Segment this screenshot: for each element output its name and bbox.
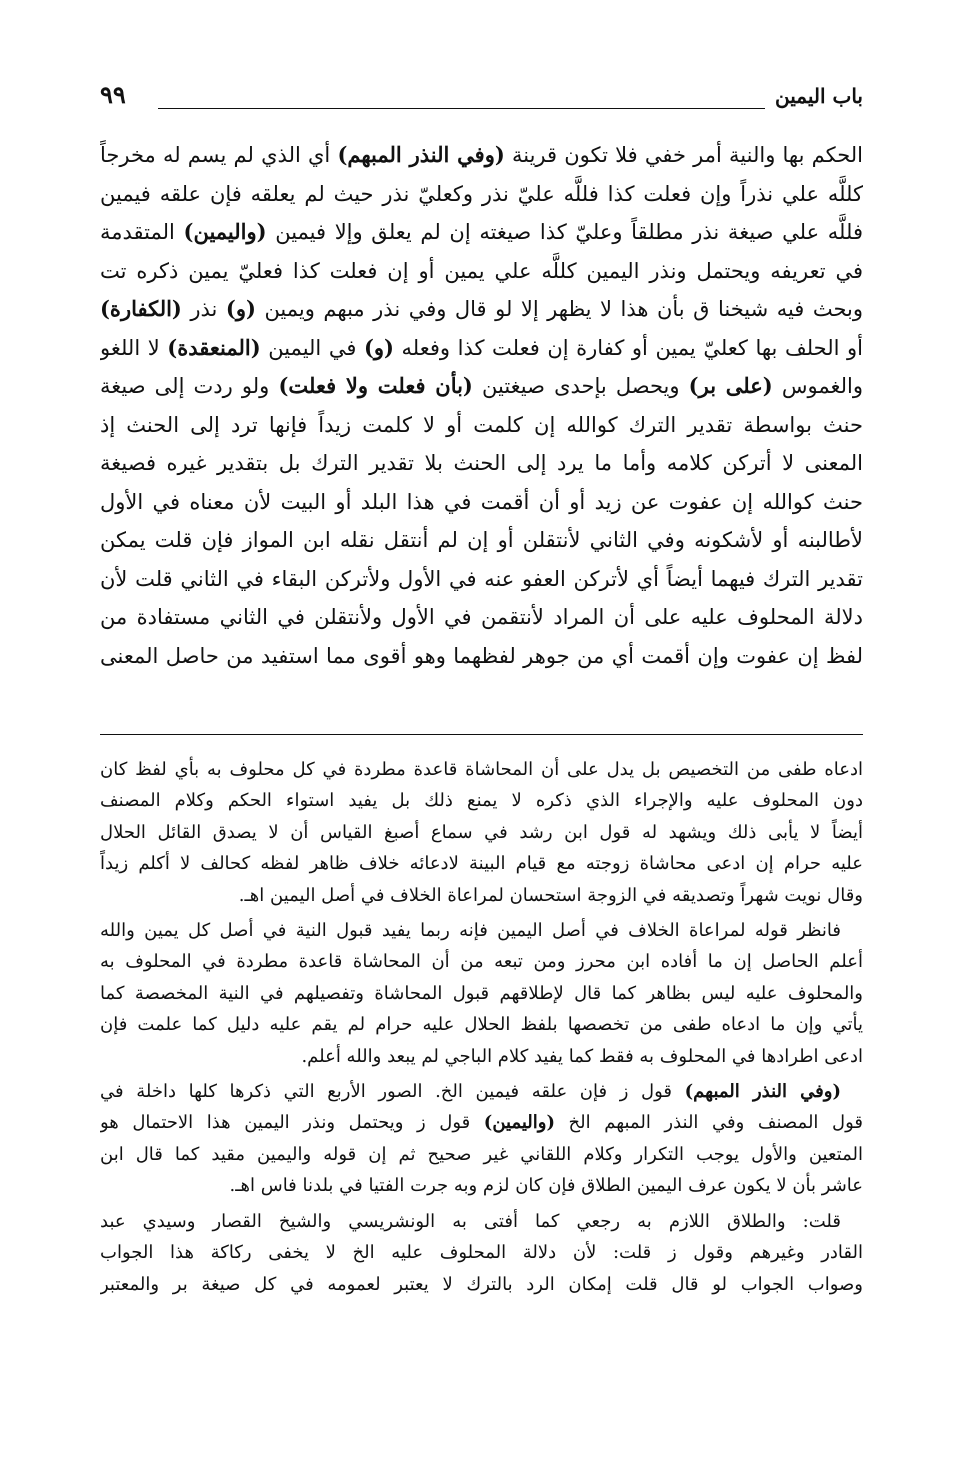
main-line: تقدير الترك فيهما أيضاً أي لأتركن العفو عنه في الأول ولأتركن البقاء في الثاني قلت لأن <box>100 566 863 591</box>
footnote-separator <box>100 734 863 735</box>
main-line: والغموس (على بر) ويحصل بإحدى صيغتين (بأن فعلت ولا فعلت) ولو ردت إلى صيغة <box>100 373 863 398</box>
footnote-line: القادر وغيرهم وقول ز قلت: لأن دلالة المحلوف عليه الخ لا يخفى ركاكة هذا الجواب <box>100 1242 863 1264</box>
footnote-line: (وفي النذر المبهم) قول ز فإن علقه فيمين الخ. الصور الأربع التي ذكرها كلها داخلة في <box>100 1081 841 1103</box>
footnote-line: قول المصنف وفي النذر المبهم الخ (واليمين) قول ز ويحتمل ونذر اليمين هذا الاحتمال هو <box>100 1112 863 1134</box>
main-text <box>100 136 863 675</box>
main-line: حنث كوالله إن عفوت عن زيد أو أن أقمت في هذا البلد أو البيت لأن معناه في الأول <box>100 489 863 514</box>
footnote-line: عليه حرام إن ادعى محاشاة زوجته مع قيام البينة لادعائه خلاف ظاهر لفظه كحالف لا أكلم زيداً <box>100 853 863 875</box>
main-line: وبحث فيه شيخنا ق بأن هذا لا يظهر إلا لو قال وفي نذر مبهم ويمين (و) نذر (الكفارة) <box>100 296 863 321</box>
footnote-paragraph <box>100 1076 863 1202</box>
main-line: المعنى لا أتركن كلامه وأما ما يرد إلى الحنث بلا تقدير الترك بل بتقدير غيره فصيغة <box>100 451 863 475</box>
footnote-line: والمحلوف عليه ليس بظاهر كما قال لإطلاقهم قبول المحاشاة وتفصيلهم في النية المخصصة كما <box>100 982 863 1004</box>
main-line: أو الحلف بها كعليّ يمين أو كفارة إن فعلت كذا وفعله (و) في اليمين (المنعقدة) لا اللغو <box>100 334 863 360</box>
header-rule <box>158 108 765 109</box>
page-number: ٩٩ <box>100 80 126 109</box>
page-header <box>100 78 863 118</box>
footnote-line: فانظر قوله لمراعاة الخلاف في أصل اليمين فإنه ربما يفيد قبول النية في أصل كل يمين والله <box>100 920 841 942</box>
main-line: كللَّه علي نذراً وإن فعلت كذا فللَّه عليّ نذر وكعليّ نذر حيث لم يعلقه فإن علقه فيمين <box>100 181 863 206</box>
main-line: فللَّه علي صيغة نذر مطلقاً وعليّ كذا صيغته إن لم يعلق وإلا فيمين (واليمين) المتقدمة <box>100 219 863 244</box>
chapter-title: باب اليمين <box>775 84 863 108</box>
main-line: في تعريفه ويحتمل ونذر اليمين كللَّه علي يمين أو إن فعلت كذا فعليّ يمين ذكره تت <box>100 258 863 283</box>
footnote-line: دون المحلوف عليه والإجراء الذي ذكره لا يمنع ذلك بل يفيد استواء الحكم وكلام المصنف <box>100 790 863 812</box>
footnote-line: يأتي وإن ما ادعاه طفى من تخصصها بلفظ الحلال عليه حرام لم يقم عليه دليل كما علمت فإن <box>100 1014 863 1036</box>
footnote-paragraph <box>100 1206 863 1300</box>
main-line: لفظ إن عفوت وإن أقمت أي من جوهر لفظهما وهو أقوى مما استفيد من حاصل المعنى <box>100 643 863 668</box>
main-line: حنث بواسطة تقدير الترك كوالله إن كلمت أو لا كلمت زيداً فإنها ترد إلى الحنث إذ <box>100 412 863 437</box>
main-line: الحكم بها والنية أمر خفي فلا تكون قرينة (وفي النذر المبهم) أي الذي لم يسم له مخرجاً <box>100 142 863 167</box>
footnote-line: ادعى اطرادها في المحلوف به فقط كما يفيد كلام الباجي لم يبعد والله أعلم. <box>301 1045 863 1067</box>
footnote-line: وصواب الجواب لو قال قلت إمكان الرد بالترك لا يعتبر لعمومه في كل صيغة بر والمعتبر <box>100 1273 863 1295</box>
footnotes <box>100 754 863 1300</box>
main-line: لأطالبنه أو لأشكونه وفي الثاني لأنتقلن أو إن لم أنتقل نقله ابن المواز فإن قلت يمكن <box>100 528 863 552</box>
footnote-line: أعلم الحاصل إن ما أفاده ابن محرز ومن تبعه من أن المحاشاة قاعدة مطردة في المحلوف به <box>100 951 863 973</box>
footnote-line: أيضاً لا يأبى ذلك ويشهد له قول ابن رشد في سماع أصبغ القياس أن لا يصدق القائل الحلال <box>100 821 863 843</box>
footnote-line: المتعين والأول يوجب التكرار وكلام اللقاني غير صحيح ثم إن قوله واليمين مقيد كما قال ابن <box>100 1143 863 1165</box>
main-line: دلالة المحلوف عليه على أن المراد لأنتقمن في الأول ولأنتقلن في الثاني مستفادة من <box>100 605 863 629</box>
footnote-paragraph <box>100 754 863 911</box>
footnote-paragraph <box>100 915 863 1072</box>
footnote-line: عاشر بأن لا يكون عرف اليمين الطلاق فإن كان لزم وبه جرت الفتيا في بلدنا فاس اهـ. <box>229 1175 863 1197</box>
footnote-line: وقال نويت شهراً وتصديقه في الزوجة استحسان لمراعاة الخلاف في أصل اليمين اهـ. <box>238 884 863 906</box>
footnote-line: ادعاه طفى من التخصيص بل يدل على أن المحاشاة قاعدة مطردة في كل محلوف به بأي لفظ كان <box>100 759 863 780</box>
footnote-line: قلت: والطلاق اللازم به رجعي كما أفتى به الونشريسي والشيخ القصار وسيدي عبد <box>100 1210 841 1232</box>
